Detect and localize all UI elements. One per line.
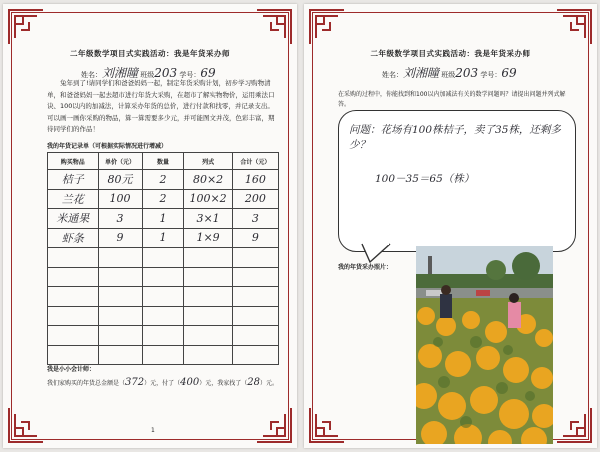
formula-cell: 100×2 bbox=[184, 189, 232, 209]
total-cell: 3 bbox=[232, 209, 278, 229]
column-header: 单价（元） bbox=[98, 153, 142, 170]
corner-ornament-icon bbox=[7, 8, 45, 46]
price-cell: 9 bbox=[98, 228, 142, 248]
formula-cell: 3×1 bbox=[184, 209, 232, 229]
total-amount: 372 bbox=[125, 377, 145, 388]
table-caption: 我的年货记录单（可根据实际情况进行增减） bbox=[47, 143, 168, 150]
change-amount: 28 bbox=[247, 377, 260, 388]
column-header: 数量 bbox=[142, 153, 184, 170]
table-row bbox=[48, 228, 279, 248]
price-cell: 80元 bbox=[98, 170, 142, 190]
speech-bubble bbox=[338, 110, 576, 252]
total-cell: 160 bbox=[232, 170, 278, 190]
price-cell: 3 bbox=[98, 209, 142, 229]
table-row-empty bbox=[48, 267, 279, 287]
left-page bbox=[3, 4, 297, 448]
table-row bbox=[48, 170, 279, 190]
table-row bbox=[48, 189, 279, 209]
corner-ornament-icon bbox=[308, 8, 346, 46]
table-row bbox=[48, 209, 279, 229]
name-label: 姓名： bbox=[382, 71, 403, 79]
totals-text: ）元，付了（ bbox=[144, 380, 181, 387]
class-label: 班级 bbox=[140, 71, 155, 79]
class-value: 203 bbox=[455, 66, 479, 80]
name-label: 姓名： bbox=[81, 71, 102, 79]
class-label: 班级 bbox=[441, 71, 456, 79]
table-row-empty bbox=[48, 345, 279, 365]
number-value: 69 bbox=[200, 66, 216, 80]
question-instructions: 在采购的过程中，你能找到和100以内加减法有关的数学问题吗？请提出问题并列式解答。 bbox=[338, 91, 566, 108]
table-header-row bbox=[48, 153, 279, 170]
table-row-empty bbox=[48, 306, 279, 326]
page-title: 二年级数学项目式实践活动：我是年货采办师 bbox=[370, 49, 531, 58]
number-label: 学号： bbox=[480, 71, 502, 79]
totals-text: ）元，我家找了（ bbox=[199, 380, 248, 387]
item-cell: 虾条 bbox=[48, 228, 99, 248]
column-header: 合计（元） bbox=[232, 153, 278, 170]
corner-ornament-icon bbox=[255, 8, 293, 46]
item-cell: 米通果 bbox=[48, 209, 99, 229]
instructions: 兔年到了!请同学们和爸爸妈妈一起，制定年货采购计划，初步学习购物清单，和爸爸妈妈一起去超市进行年货大采购，在超市了解实物物价，运用乘法口诀、100以内的加减法，计算采办年货的总价，进行付款和找零，并记录支出。可以画一画你采购的物品，算一算需要多少元，并可能图文并茂，色彩丰富，期待同学们的作品！ bbox=[47, 79, 275, 134]
total-cell: 9 bbox=[232, 228, 278, 248]
totals-sentence bbox=[47, 377, 287, 390]
totals-text: 我们家购买的年货总金额是（ bbox=[47, 380, 126, 387]
quantity-cell: 1 bbox=[142, 209, 184, 229]
class-value: 203 bbox=[154, 66, 178, 80]
page-title: 二年级数学项目式实践活动：我是年货采办师 bbox=[70, 49, 230, 58]
corner-ornament-icon bbox=[7, 406, 45, 444]
total-cell: 200 bbox=[232, 189, 278, 209]
photo-label: 我的年货采办照片： bbox=[338, 264, 393, 271]
corner-ornament-icon bbox=[555, 406, 593, 444]
price-cell: 100 bbox=[98, 189, 142, 209]
page-number: 1 bbox=[151, 427, 155, 434]
totals-text: ）元。 bbox=[259, 380, 278, 387]
quantity-cell: 1 bbox=[142, 228, 184, 248]
name-value: 刘湘瞳 bbox=[102, 66, 139, 80]
column-header: 列式 bbox=[184, 153, 232, 170]
number-value: 69 bbox=[501, 66, 517, 80]
problem-text: 问题：花场有100株桔子，卖了35株，还剩多少？ bbox=[349, 124, 561, 151]
equation-text: 100－35＝65（株） bbox=[375, 173, 475, 185]
table-row-empty bbox=[48, 326, 279, 346]
corner-ornament-icon bbox=[555, 8, 593, 46]
paid-amount: 400 bbox=[180, 377, 200, 388]
quantity-cell: 2 bbox=[142, 170, 184, 190]
shopping-table bbox=[47, 152, 279, 365]
bubble-tail-icon bbox=[360, 242, 400, 264]
item-cell: 桔子 bbox=[48, 170, 99, 190]
formula-cell: 1×9 bbox=[184, 228, 232, 248]
student-info bbox=[382, 64, 517, 81]
table-row-empty bbox=[48, 287, 279, 307]
item-cell: 兰花 bbox=[48, 189, 99, 209]
name-value: 刘湘瞳 bbox=[403, 66, 440, 80]
quantity-cell: 2 bbox=[142, 189, 184, 209]
market-photo bbox=[416, 246, 553, 444]
column-header: 购买物品 bbox=[48, 153, 99, 170]
corner-ornament-icon bbox=[255, 406, 293, 444]
formula-cell: 80×2 bbox=[184, 170, 232, 190]
right-page bbox=[304, 4, 597, 448]
number-label: 学号： bbox=[179, 71, 201, 79]
summary-heading: 我是小小会计师： bbox=[47, 366, 96, 373]
table-row-empty bbox=[48, 248, 279, 268]
corner-ornament-icon bbox=[308, 406, 346, 444]
